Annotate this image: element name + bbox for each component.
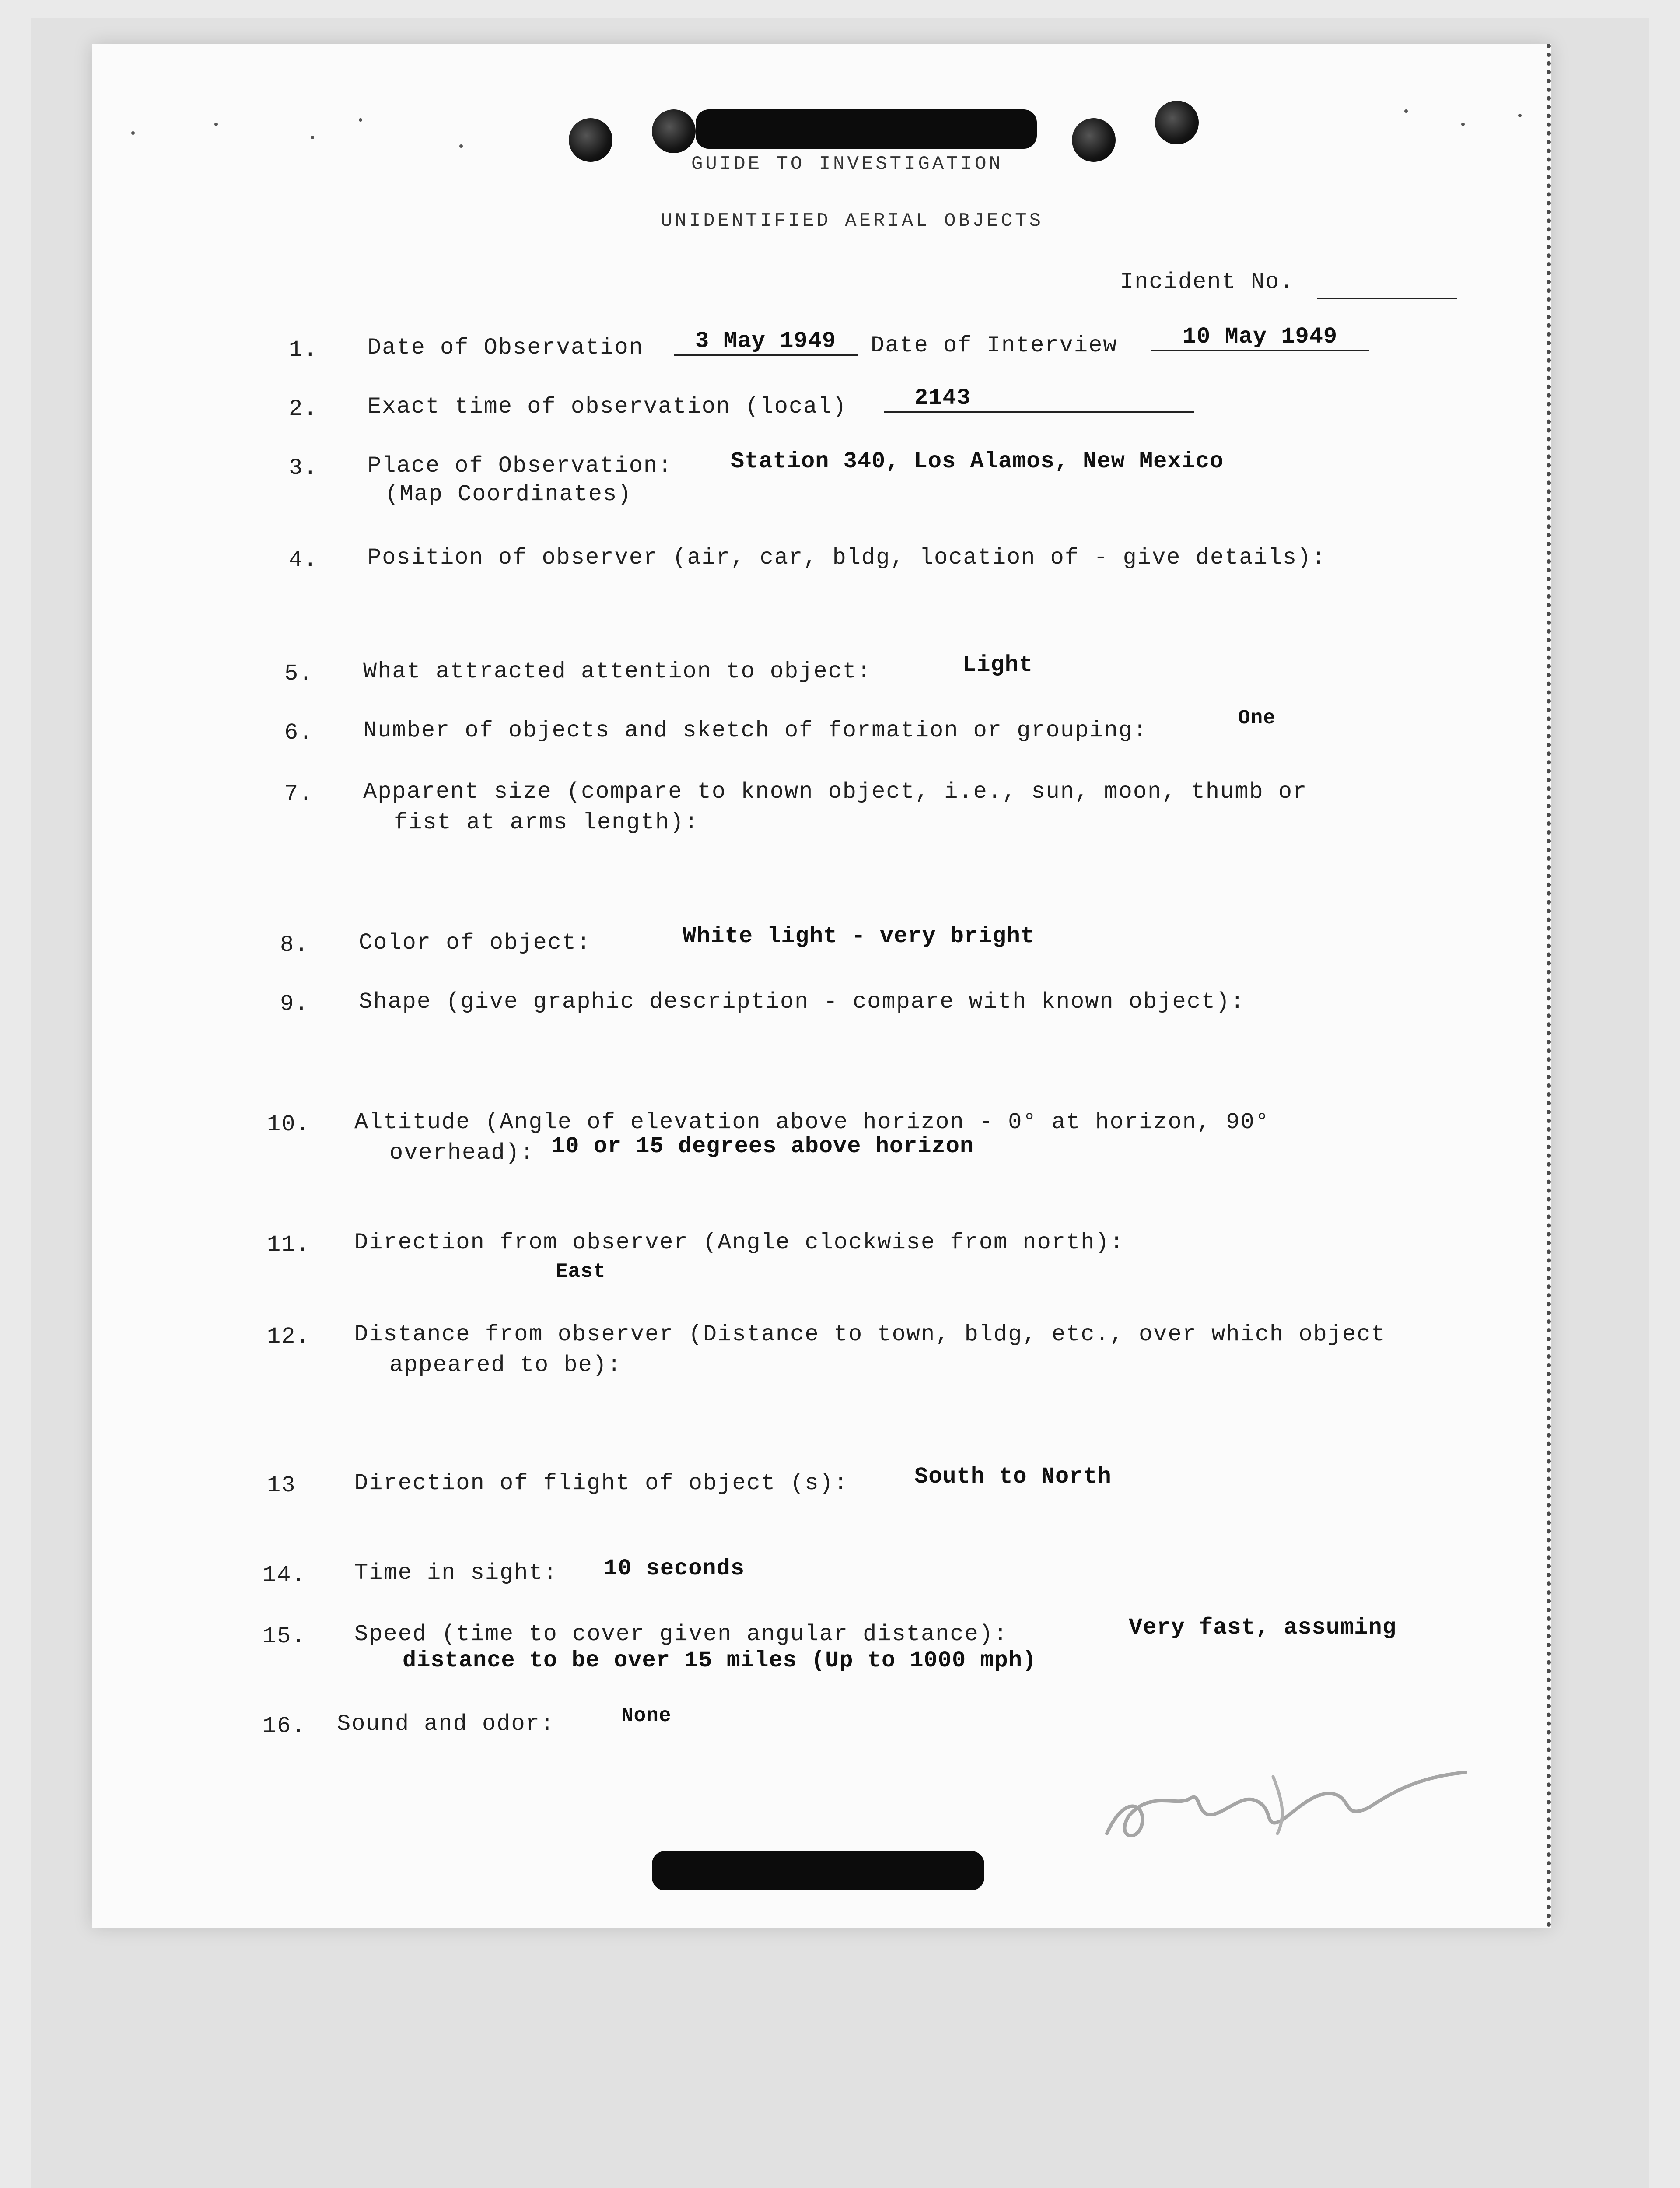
direction-from-observer-label: Direction from observer (Angle clockwise from north): <box>354 1230 1124 1255</box>
item-number: 2. <box>289 396 318 422</box>
time-in-sight-value: 10 seconds <box>604 1556 745 1581</box>
form-title: GUIDE TO INVESTIGATION <box>691 153 1003 175</box>
item-number: 14. <box>262 1562 306 1588</box>
direction-of-flight-label: Direction of flight of object (s): <box>354 1470 848 1496</box>
altitude-label: Altitude (Angle of elevation above horizon - 0° at horizon, 90° <box>354 1109 1270 1135</box>
item-number: 8. <box>280 932 309 958</box>
signature-scribble <box>1089 1724 1483 1855</box>
item-number: 16. <box>262 1713 306 1739</box>
place-of-observation-value: Station 340, Los Alamos, New Mexico <box>731 449 1224 474</box>
date-of-observation-field[interactable]: 3 May 1949 <box>674 328 858 356</box>
item-number: 6. <box>284 720 314 746</box>
attracted-attention-value: Light <box>962 652 1033 678</box>
apparent-size-label-line2: fist at arms length): <box>394 810 699 835</box>
item-number: 5. <box>284 661 314 687</box>
date-of-interview-field[interactable]: 10 May 1949 <box>1151 324 1369 351</box>
speck-mark <box>359 118 362 122</box>
item-number: 11. <box>267 1232 311 1258</box>
item-number: 12. <box>267 1324 311 1350</box>
sound-and-odor-value: None <box>621 1704 672 1727</box>
speck-mark <box>1461 123 1465 126</box>
punch-hole-icon <box>652 109 696 153</box>
punch-hole-icon <box>1155 101 1199 144</box>
item-number: 10. <box>267 1112 311 1137</box>
item-number: 13 <box>267 1473 296 1498</box>
exact-time-field[interactable]: 2143 <box>884 385 1194 413</box>
altitude-value: 10 or 15 degrees above horizon <box>551 1133 974 1159</box>
distance-from-observer-label-line2: appeared to be): <box>389 1352 622 1378</box>
position-of-observer-label: Position of observer (air, car, bldg, location of - give details): <box>368 545 1326 571</box>
punch-hole-icon <box>1072 118 1116 162</box>
exact-time-label: Exact time of observation (local) <box>368 394 847 420</box>
speck-mark <box>459 144 463 148</box>
number-of-objects-label: Number of objects and sketch of formation or grouping: <box>363 718 1148 743</box>
apparent-size-label: Apparent size (compare to known object, i.e., sun, moon, thumb or <box>363 779 1308 805</box>
direction-of-flight-value: South to North <box>914 1464 1112 1490</box>
speed-value: Very fast, assuming <box>1129 1615 1396 1641</box>
shape-label: Shape (give graphic description - compare with known object): <box>359 989 1245 1015</box>
redaction-bar-bottom <box>652 1851 984 1890</box>
speed-value-line2: distance to be over 15 miles (Up to 1000 mph) <box>402 1648 1037 1673</box>
attracted-attention-label: What attracted attention to object: <box>363 659 872 684</box>
date-of-interview-label: Date of Interview <box>871 333 1118 358</box>
item-number: 4. <box>289 547 318 573</box>
color-of-object-label: Color of object: <box>359 930 592 956</box>
distance-from-observer-label: Distance from observer (Distance to town, bldg, etc., over which object <box>354 1322 1386 1347</box>
punch-hole-icon <box>569 118 612 162</box>
speck-mark <box>1404 109 1408 113</box>
direction-from-observer-value: East <box>556 1260 606 1283</box>
sound-and-odor-label: Sound and odor: <box>337 1711 555 1737</box>
altitude-label-line2: overhead): <box>389 1140 535 1166</box>
speck-mark <box>131 131 135 135</box>
color-of-object-value: White light - very bright <box>682 923 1035 949</box>
number-of-objects-value: One <box>1238 707 1276 729</box>
map-coordinates-label: (Map Coordinates) <box>385 481 632 507</box>
time-in-sight-label: Time in sight: <box>354 1560 558 1586</box>
item-number: 1. <box>289 337 318 363</box>
item-number: 9. <box>280 991 309 1017</box>
place-of-observation-label: Place of Observation: <box>368 453 673 479</box>
redaction-bar-top <box>696 109 1037 149</box>
item-number: 7. <box>284 781 314 807</box>
document-page <box>92 44 1551 1928</box>
speck-mark <box>311 136 314 139</box>
speck-mark <box>1518 114 1522 117</box>
speck-mark <box>214 123 218 126</box>
speed-label: Speed (time to cover given angular distance): <box>354 1621 1008 1647</box>
item-number: 15. <box>262 1623 306 1649</box>
date-of-observation-label: Date of Observation <box>368 335 644 361</box>
incident-number-label: Incident No. <box>1120 269 1295 295</box>
incident-number-field[interactable] <box>1317 271 1457 299</box>
item-number: 3. <box>289 455 318 481</box>
form-subtitle: UNIDENTIFIED AERIAL OBJECTS <box>661 210 1043 232</box>
